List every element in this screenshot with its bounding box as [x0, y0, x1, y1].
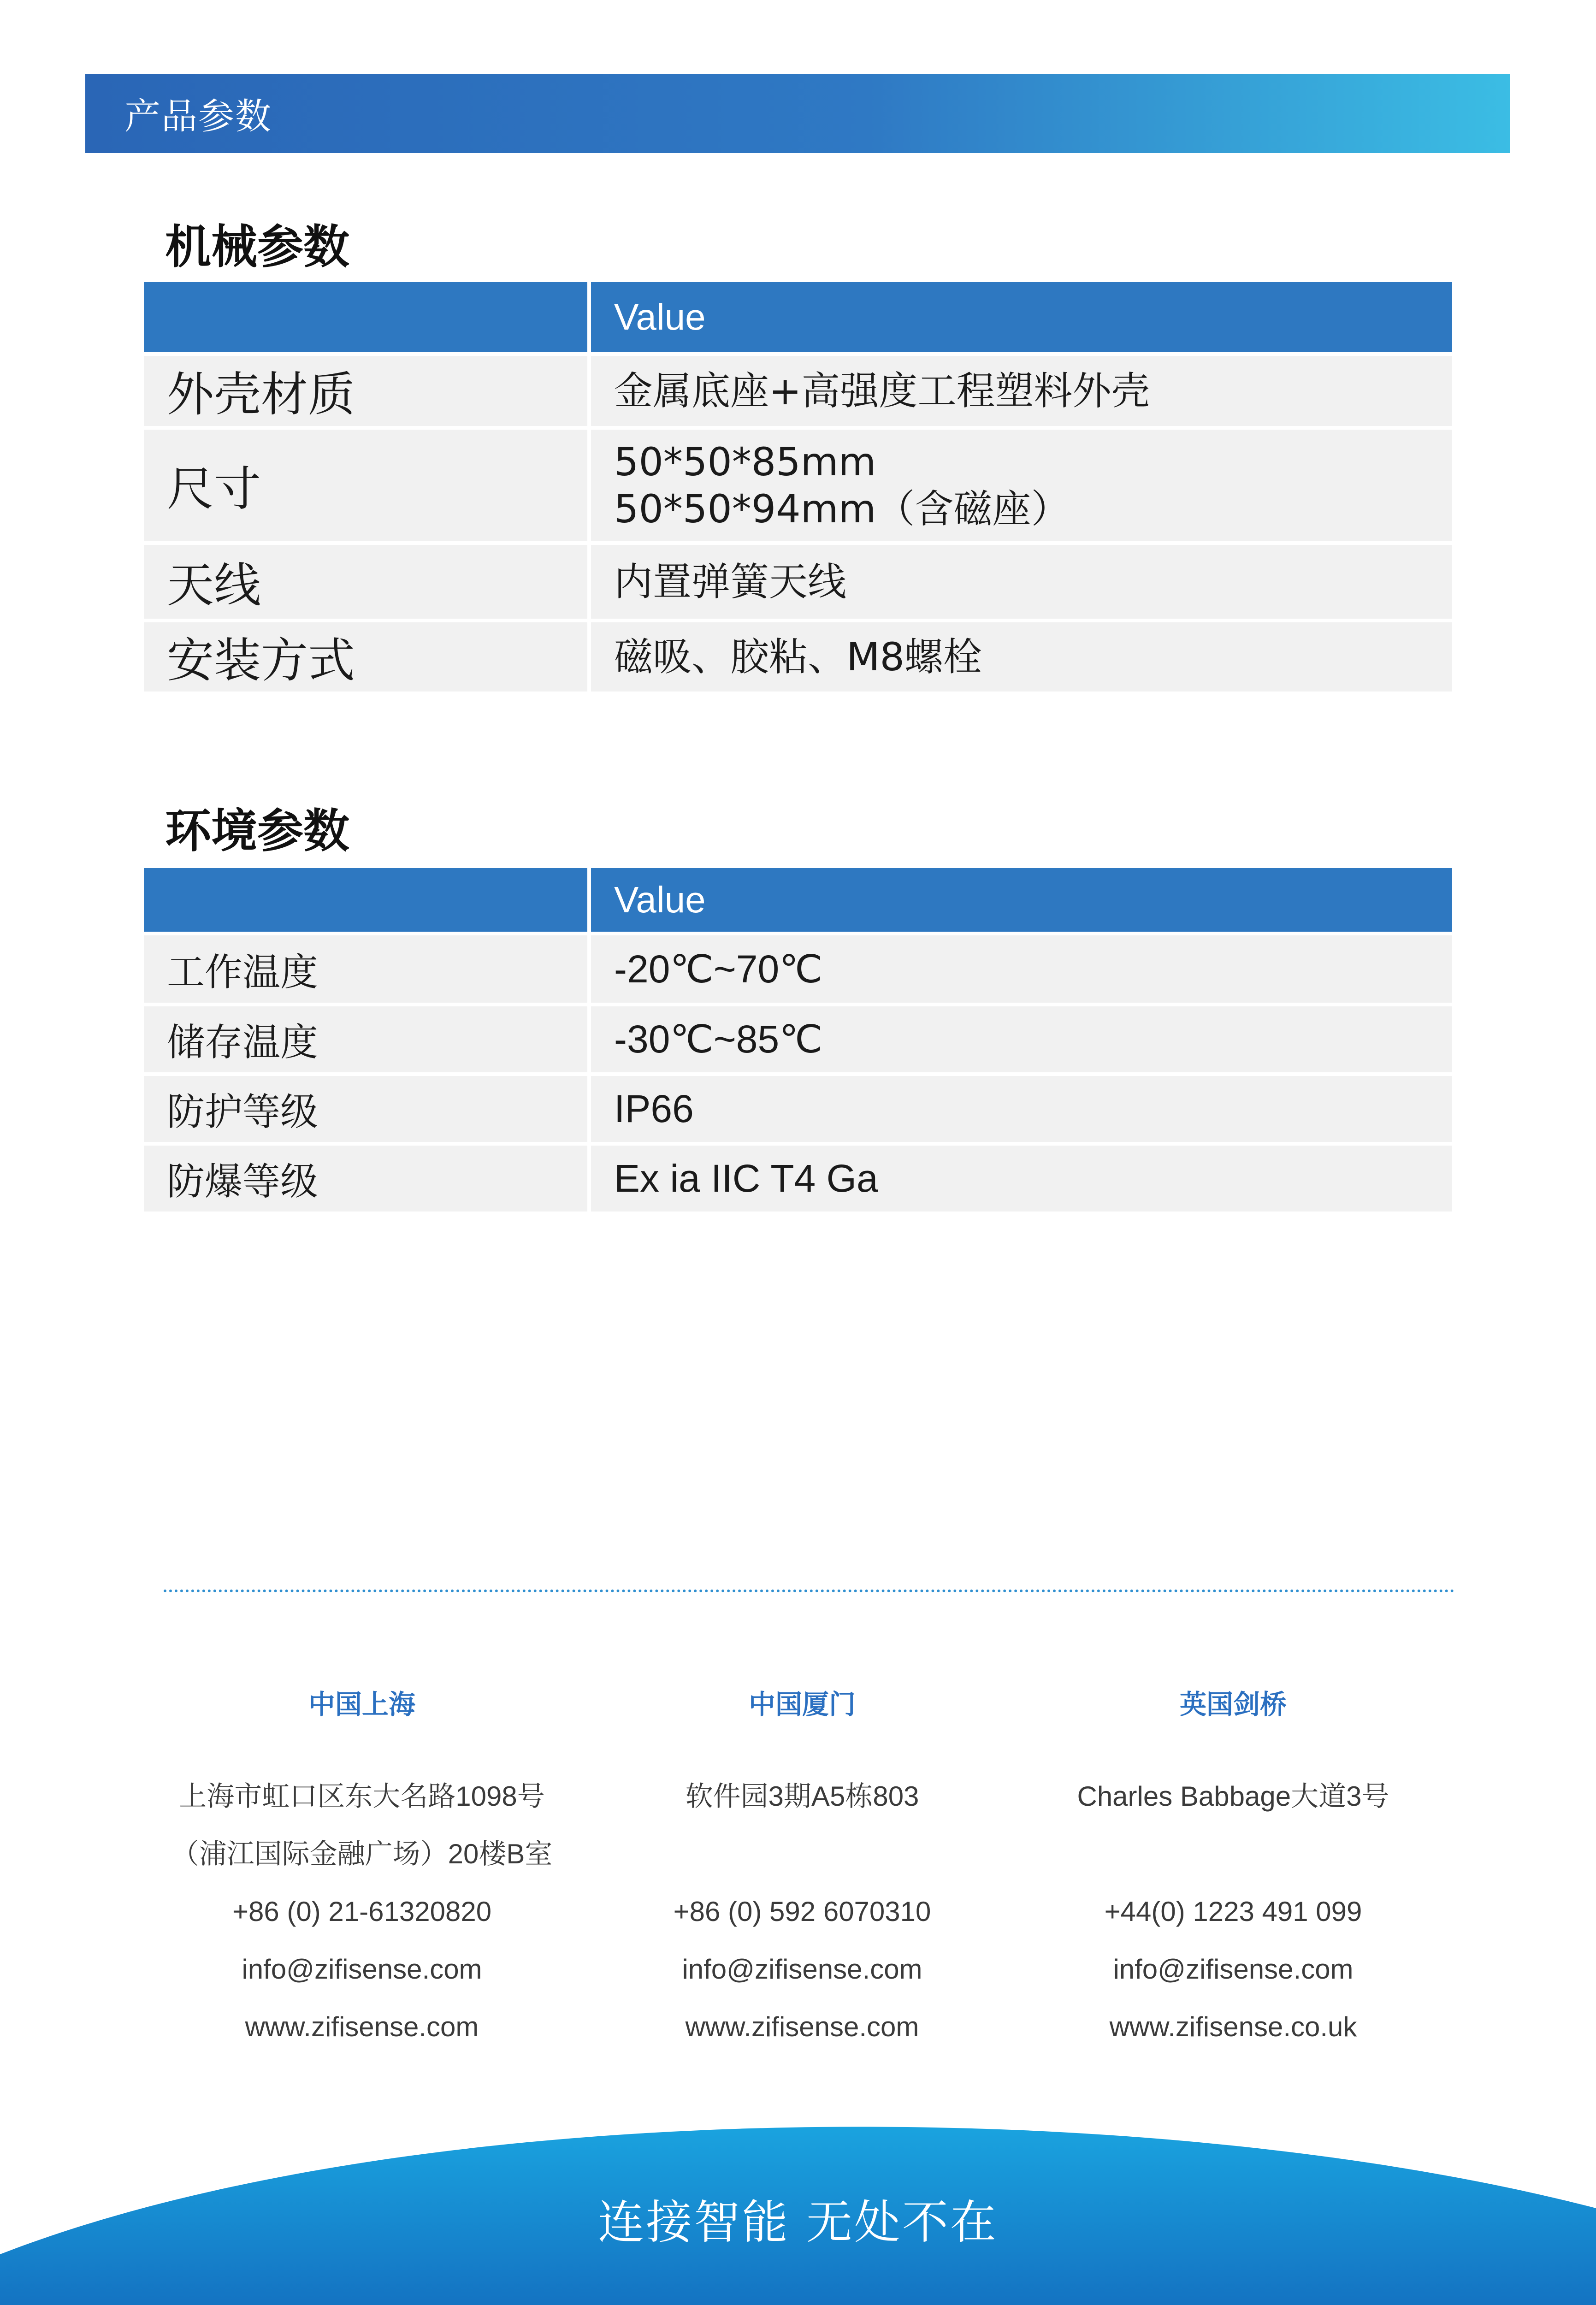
contact-line: +44(0) 1223 491 099 [1104, 1896, 1362, 1927]
param-value-line: 内置弹簧天线 [614, 559, 847, 604]
contact-city: 英国剑桥 [1179, 1690, 1287, 1720]
contact-line [1007, 1825, 1459, 1883]
param-value-line: -30℃~85℃ [614, 1017, 823, 1061]
page-title: 产品参数 [124, 96, 272, 137]
environment-table [144, 864, 1452, 1215]
param-label: 防护等级 [144, 1076, 591, 1142]
param-label: 储存温度 [144, 1006, 591, 1072]
param-label: 工作温度 [144, 935, 591, 1003]
param-value-line: IP66 [614, 1087, 694, 1131]
contact-line: 软件园3期A5栋803 [685, 1781, 919, 1812]
contact-line: info@zifisense.com [1113, 1954, 1354, 1985]
header-blank-cell [144, 282, 591, 352]
header-blank-cell [144, 868, 591, 932]
table-row [144, 935, 1452, 1003]
contact-column [1007, 1683, 1459, 2056]
table-row [144, 1076, 1452, 1142]
contact-city: 中国厦门 [748, 1690, 856, 1720]
contact-line: 上海市虹口区东大名路1098号 [179, 1781, 545, 1812]
param-value [591, 430, 1452, 541]
param-value [591, 1076, 1452, 1142]
contact-line: info@zifisense.com [682, 1954, 922, 1985]
contact-line: info@zifisense.com [242, 1954, 482, 1985]
divider [164, 1590, 1454, 1592]
param-label: 尺寸 [144, 430, 591, 541]
contact-line: +86 (0) 592 6070310 [673, 1896, 931, 1927]
table-row [144, 356, 1452, 426]
contact-line: www.zifisense.co.uk [1109, 2011, 1357, 2042]
footer-slogan: 连接智能 无处不在 [598, 2195, 998, 2249]
table-row [144, 622, 1452, 692]
param-value-line: 50*50*94mm（含磁座） [614, 486, 1070, 532]
param-value-line: -20℃~70℃ [614, 947, 823, 991]
value-header: Value [591, 282, 1452, 352]
contact-line: www.zifisense.com [245, 2011, 479, 2042]
mechanical-section-title: 机械参数 [165, 220, 349, 274]
contact-column [136, 1683, 588, 2056]
param-label: 防爆等级 [144, 1146, 591, 1212]
value-header: Value [591, 868, 1452, 932]
param-value [591, 622, 1452, 692]
table-row [144, 1146, 1452, 1212]
contact-line: www.zifisense.com [685, 2011, 919, 2042]
table-row [144, 545, 1452, 619]
contact-line [576, 1825, 1028, 1883]
contact-line: （浦江国际金融广场）20楼B室 [171, 1838, 553, 1869]
param-value-line: 50*50*85mm [614, 439, 876, 485]
param-value [591, 356, 1452, 426]
param-value [591, 545, 1452, 619]
header-bar [85, 74, 1510, 153]
param-value-line: 磁吸、胶粘、M8螺栓 [614, 634, 982, 680]
param-label: 天线 [144, 545, 591, 619]
contact-column [576, 1683, 1028, 2056]
contact-line: +86 (0) 21-61320820 [232, 1896, 492, 1927]
param-value [591, 1006, 1452, 1072]
param-value [591, 1146, 1452, 1212]
table-row [144, 1006, 1452, 1072]
param-value-line: Ex ia IIC T4 Ga [614, 1157, 878, 1200]
param-label: 外壳材质 [144, 356, 591, 426]
mechanical-table [144, 278, 1452, 695]
contact-city: 中国上海 [308, 1690, 415, 1720]
param-value [591, 935, 1452, 1003]
table-header-row [144, 282, 1452, 352]
param-value-line: 金属底座+高强度工程塑料外壳 [614, 368, 1150, 414]
table-row [144, 430, 1452, 541]
environment-section-title: 环境参数 [165, 804, 349, 858]
param-label: 安装方式 [144, 622, 591, 692]
contact-line: Charles Babbage大道3号 [1077, 1781, 1389, 1812]
table-header-row [144, 868, 1452, 932]
